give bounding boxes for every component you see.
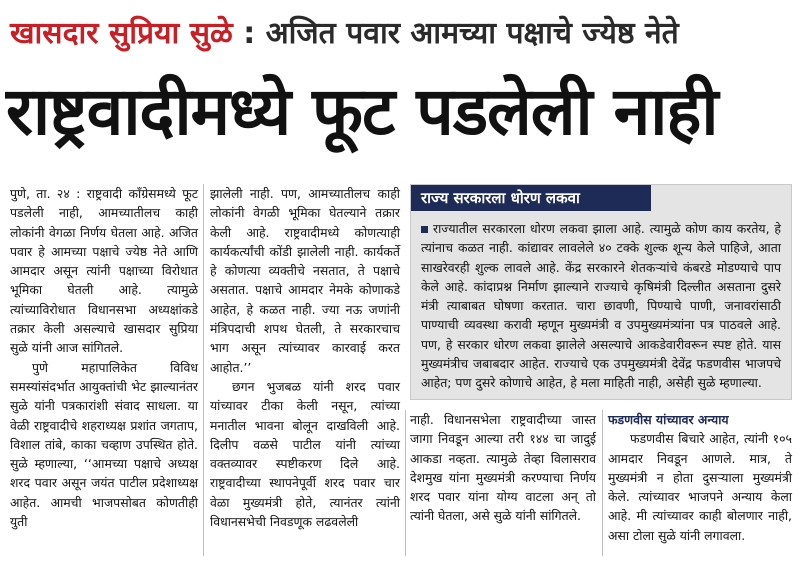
kicker-name: खासदार सुप्रिया सुळे [10, 16, 233, 51]
column4-heading: फडणवीस यांच्यावर अन्याय [608, 412, 729, 427]
sidebar-box [410, 184, 792, 400]
kicker-colon: : [232, 16, 256, 51]
sidebar-box-body [421, 219, 781, 393]
column-divider [602, 410, 603, 556]
article-column-4 [608, 410, 792, 545]
kicker-text: अजित पवार आमच्या पक्षाचे ज्येष्ठ नेते [255, 16, 679, 51]
column1-para2: पुणे महापालिकेत विविध समस्यांसंदर्भात आयुक्तांची भेट झाल्यानंतर सुळे यांनी पत्रकारांशी संवाद साधला. या वेळी राष्ट्रवादीचे शहराध्यक्ष प्रशांत जगताप, विशाल तांबे, काका चव्हाण उपस्थित होते. सुळे म्हणाल्या, ‘‘आमच्या पक्षाचे अध्यक्ष शरद पवार असून जयंत पाटील प्रदेशाध्यक्ष आहेत. आमची भाजपसोबत कोणतीही युती [10, 359, 198, 530]
article-column-3 [410, 410, 596, 526]
column4-para1: फडणवीस बिचारे आहेत, त्यांनी १०५ आमदार निवडून आणले. मात्र, ते मुख्यमंत्री न होता दुसऱ्याला मुख्यमंत्री केले. त्यांच्यावर भाजपने अन्याय केला आहे. मी त्यांच्यावर काही बोलणार नाही, असा टोला सुळे यांनी लगावला. [608, 431, 792, 543]
bullet-square-icon [421, 226, 428, 233]
article-column-1 [10, 184, 198, 531]
kicker-line [10, 8, 790, 60]
article-column-2 [210, 184, 400, 531]
sidebar-box-title: राज्य सरकारला धोरण लकवा [411, 185, 651, 211]
column-divider [405, 410, 406, 556]
sidebar-box-text: राज्यातील सरकारला धोरण लकवा झाला आहे. त्यामुळे कोण काय करतेय, हे त्यांनाच कळत नाही. कांद्यावर लावलेले ४० टक्के शुल्क शून्य केले पाहिजे, आता साखरेवरही शुल्क लावले आहे. केंद्र सरकारने शेतकऱ्यांचे कंबरडे मोडण्याचे पाप केले आहे. कांदाप्रश्न निर्माण झाल्याने राज्याचे कृषिमंत्री दिल्लीत असताना दुसरे मंत्री त्याबाबत घोषणा करतात. चारा छावणी, पिण्याचे पाणी, जनावरांसाठी पाण्याची व्यवस्था करावी म्हणून मुख्यमंत्री व उपमुख्यमंत्र्यांना पत्र पाठवले आहे. पण, हे सरकार धोरण लकवा झालेले असल्याचे आकडेवारीवरून स्पष्ट होते. यास मुख्यमंत्रीच जबाबदार आहेत. राज्याचे एक उपमुख्यमंत्री देवेंद्र फडणवीस भाजपचे आहेत; पण दुसरे कोणाचे आहेत, हे मला माहिती नाही, असेही सुळे म्हणाल्या. [421, 221, 781, 391]
column2-para1: झालेली नाही. पण, आमच्यातीलच काही लोकांनी वेगळी भूमिका घेतल्याने तक्रार केली आहे. राष्ट्रवादीमध्ये कोणत्याही कार्यकर्त्यांची कोंडी झालेली नाही. कार्यकर्ते हे कोणत्या व्यक्तीचे नसतात, ते पक्षाचे असतात. पक्षाचे आमदार नेमके कोणाकडे आहेत, हे कळत नाही. ज्या नऊ जणांनी मंत्रिपदाची शपथ घेतली, ते सरकारचाच भाग असून त्यांच्यावर कारवाई करत आहोत.’’ [210, 186, 400, 375]
column-divider [203, 184, 204, 556]
headline: राष्ट्रवादीमध्ये फूट पडलेली नाही [6, 73, 718, 150]
column1-para1: पुणे, ता. २४ : राष्ट्रवादी काँग्रेसमध्ये फूट पडलेली नाही, आमच्यातीलच काही लोकांनी वेगळा निर्णय घेतला आहे. अजित पवार हे आमच्या पक्षाचे ज्येष्ठ नेते आणि आमदार असून त्यांनी पक्षाच्या विरोधात भूमिका घेतली आहे. त्यामुळे त्यांच्याविरोधात विधानसभा अध्यक्षांकडे तक्रार केली असल्याचे खासदार सुप्रिया सुळे यांनी आज सांगितले. [10, 186, 198, 356]
column2-para2: छगन भुजबळ यांनी शरद पवार यांच्यावर टीका केली नसून, त्यांच्या मनातील भावना बोलून दाखविली आहे. दिलीप वळसे पाटील यांनी त्यांच्या वक्तव्यावर स्पष्टीकरण दिले आहे. राष्ट्रवादीच्या स्थापनेपूर्वी शरद पवार चार वेळा मुख्यमंत्री होते, त्यानंतर त्यांनी विधानसभेची निवडणूक लढवलेली [210, 378, 400, 530]
column3-para1: नाही. विधानसभेला राष्ट्रवादीच्या जास्त जागा निवडून आल्या तरी १४४ चा जादुई आकडा नव्हता. त्यामुळे तेव्हा विलासराव देशमुख यांना मुख्यमंत्री करण्याचा निर्णय शरद पवार यांना योग्य वाटला अन्‌ तो त्यांनी घेतला, असे सुळे यांनी सांगितले. [410, 412, 596, 524]
